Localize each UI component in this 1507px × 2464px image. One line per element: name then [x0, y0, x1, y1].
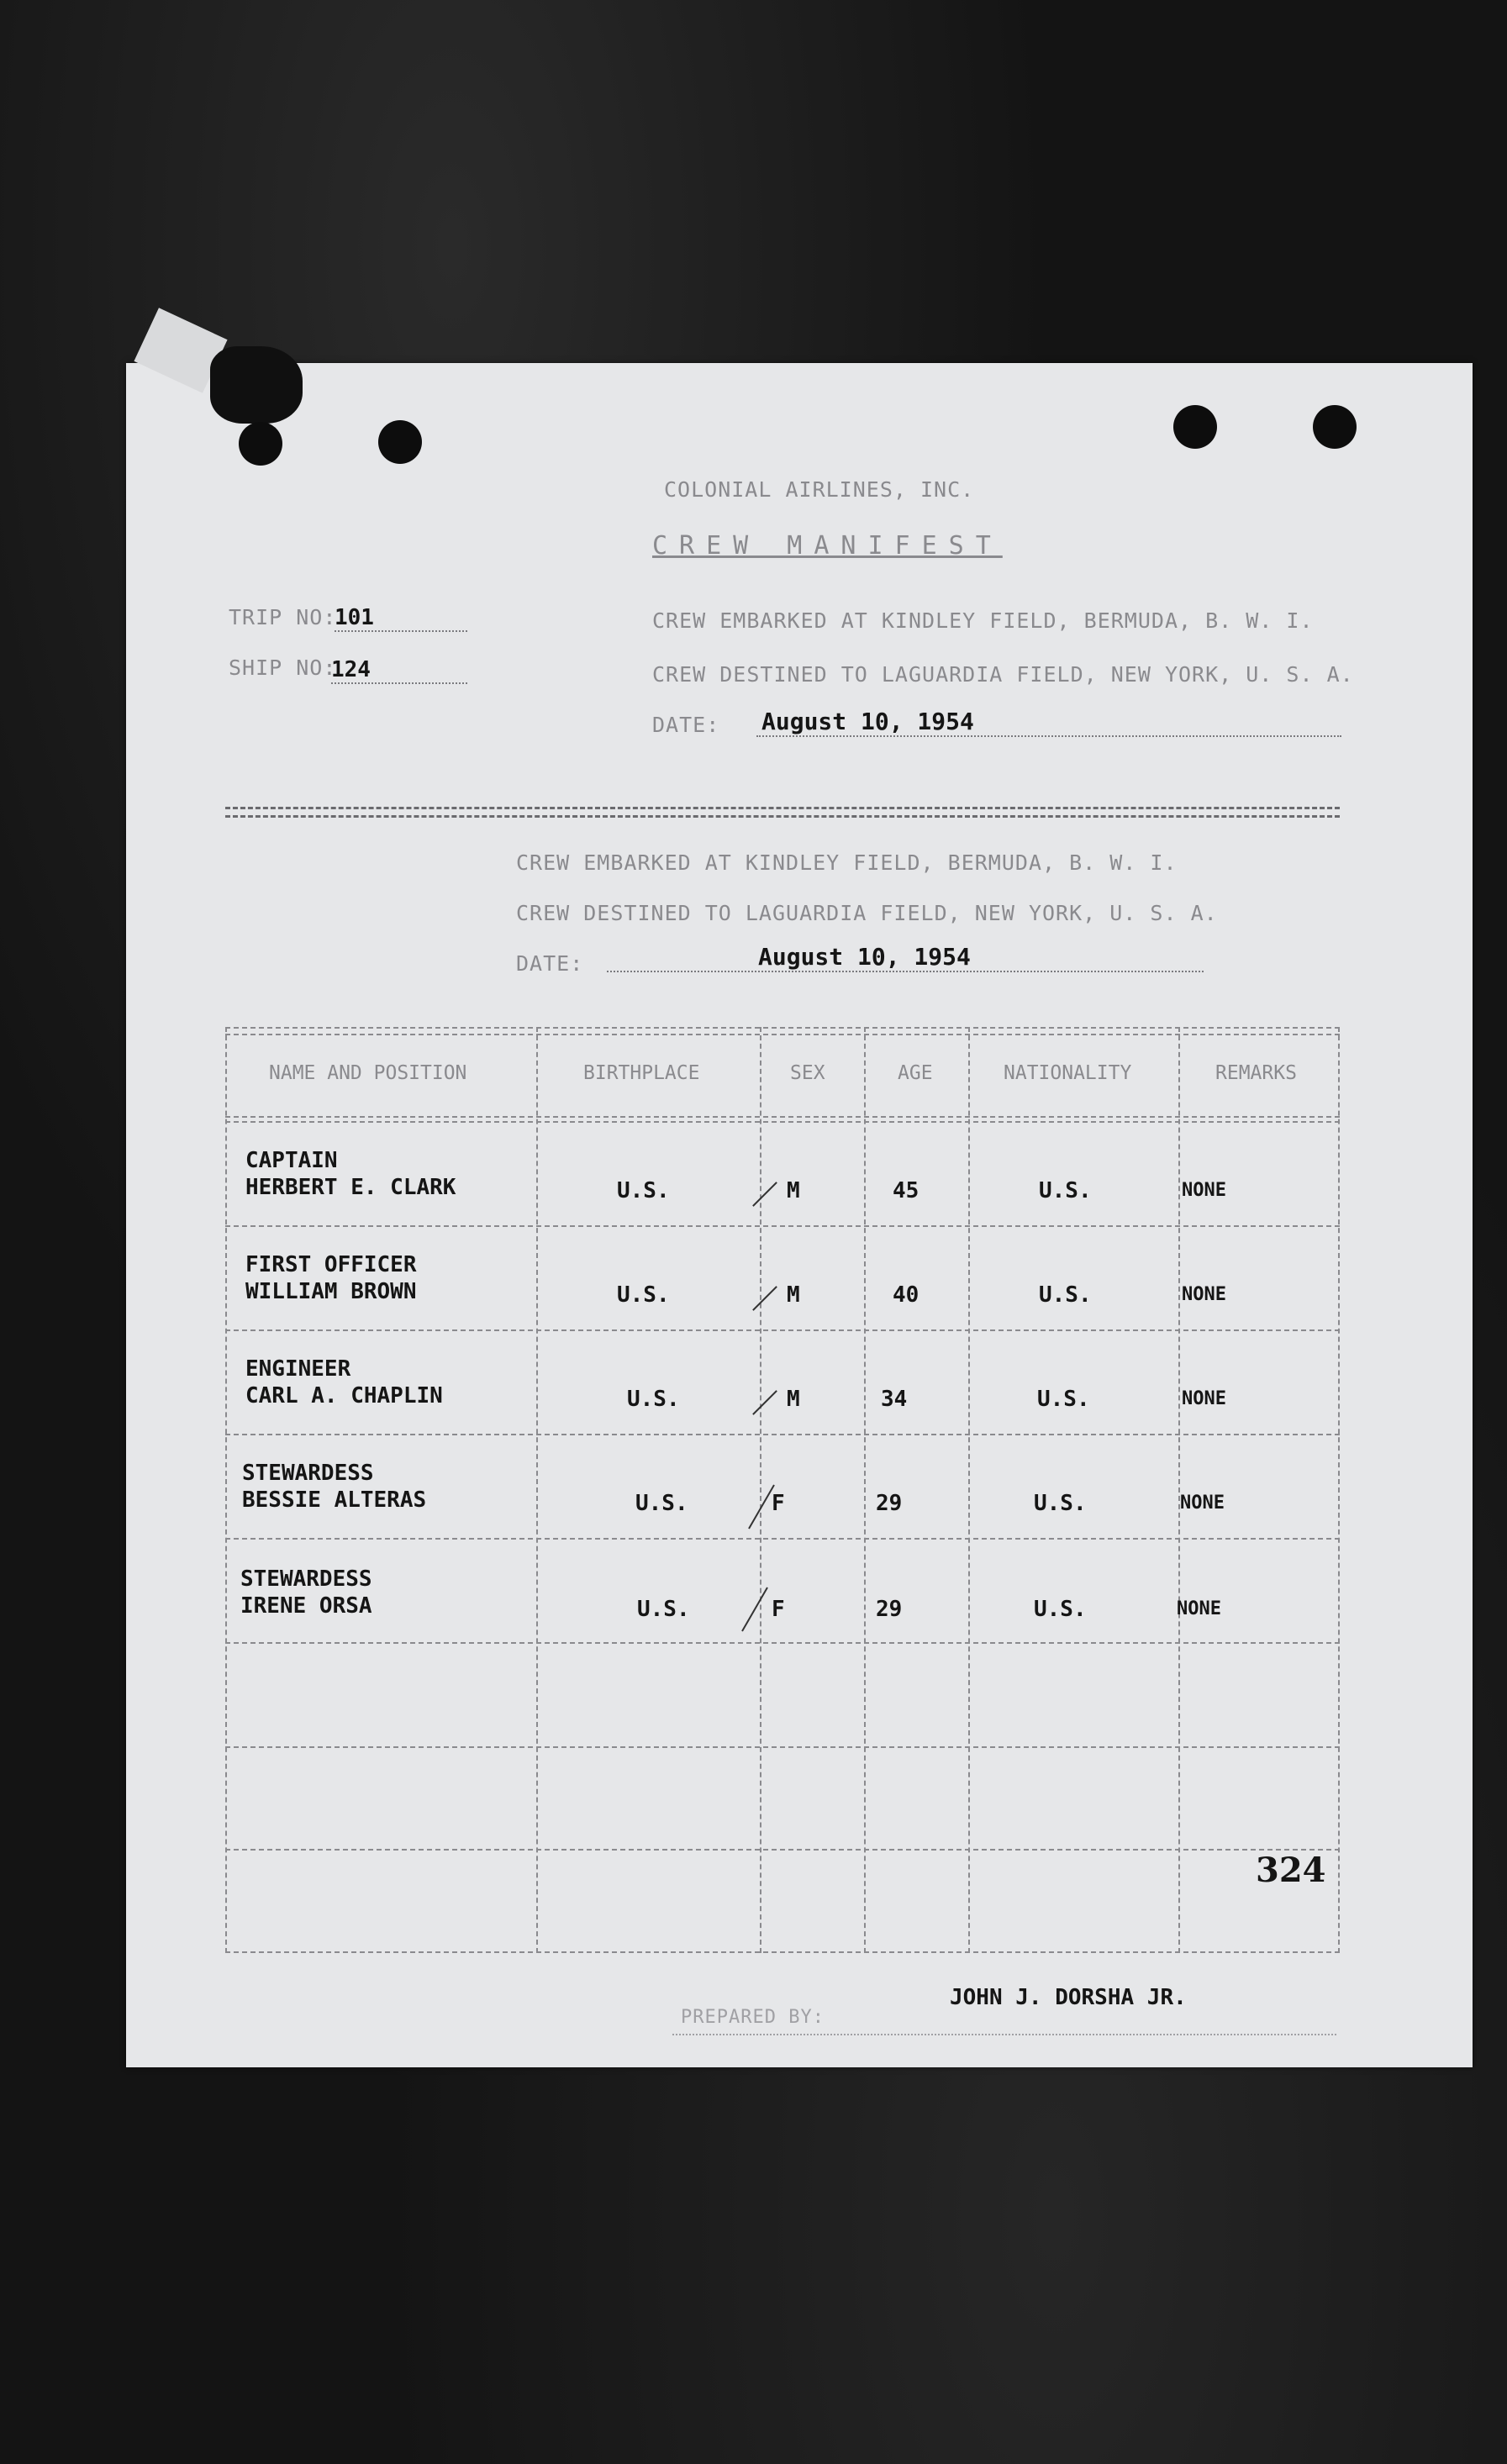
crew-name: IRENE ORSA: [240, 1593, 372, 1619]
torn-corner: [210, 346, 303, 424]
crew-table: [225, 1027, 1340, 1953]
crew-sex: M: [787, 1282, 800, 1308]
ship-label: SHIP NO:: [229, 655, 337, 680]
prepared-by-name: JOHN J. DORSHA JR.: [950, 1985, 1187, 2010]
crew-birthplace: U.S.: [637, 1597, 690, 1622]
crew-name: CARL A. CHAPLIN: [245, 1383, 443, 1408]
crew-nationality: U.S.: [1039, 1282, 1092, 1308]
crew-remarks: NONE: [1180, 1493, 1225, 1514]
tick-mark: [752, 1286, 777, 1311]
crew-age: 45: [893, 1178, 919, 1203]
punch-hole-icon: [378, 420, 422, 464]
date-value: August 10, 1954: [756, 708, 1341, 737]
trip-number: 101: [335, 605, 467, 632]
crew-remarks: NONE: [1177, 1598, 1221, 1619]
tick-mark: [741, 1587, 768, 1632]
prepared-by-label: PREPARED BY:: [681, 2007, 825, 2028]
crew-remarks: NONE: [1182, 1284, 1226, 1305]
crew-sex: F: [772, 1491, 785, 1516]
crew-name: WILLIAM BROWN: [245, 1279, 417, 1304]
crew-position: CAPTAIN: [245, 1148, 338, 1173]
crew-sex: F: [772, 1597, 785, 1622]
ship-number: 124: [331, 657, 467, 684]
col-header-name: NAME AND POSITION: [269, 1062, 467, 1084]
crew-position: ENGINEER: [245, 1356, 351, 1382]
destined-line: CREW DESTINED TO LAGUARDIA FIELD, NEW YORK, U. S. A.: [652, 662, 1354, 687]
crew-name: HERBERT E. CLARK: [245, 1175, 456, 1200]
crew-age: 34: [881, 1387, 908, 1412]
crew-age: 40: [893, 1282, 919, 1308]
crew-remarks: NONE: [1182, 1388, 1226, 1409]
sub-destined-line: CREW DESTINED TO LAGUARDIA FIELD, NEW YORK, U. S. A.: [516, 901, 1218, 925]
crew-remarks: NONE: [1182, 1180, 1226, 1201]
document-title: CREW MANIFEST: [652, 531, 1003, 561]
col-header-birthplace: BIRTHPLACE: [583, 1062, 700, 1084]
tick-mark: [752, 1390, 777, 1415]
crew-birthplace: U.S.: [627, 1387, 680, 1412]
sub-date-value: August 10, 1954: [607, 943, 1204, 972]
embarked-line: CREW EMBARKED AT KINDLEY FIELD, BERMUDA, B. W. I.: [652, 608, 1314, 633]
col-header-nationality: NATIONALITY: [1004, 1062, 1132, 1084]
divider-line: [225, 815, 1340, 818]
page-stamp: 324: [1256, 1851, 1326, 1890]
col-header-remarks: REMARKS: [1215, 1062, 1297, 1084]
punch-hole-icon: [1173, 405, 1217, 449]
crew-position: STEWARDESS: [240, 1566, 372, 1592]
crew-sex: M: [787, 1387, 800, 1412]
crew-nationality: U.S.: [1039, 1178, 1092, 1203]
crew-name: BESSIE ALTERAS: [242, 1487, 427, 1513]
sub-embarked-line: CREW EMBARKED AT KINDLEY FIELD, BERMUDA, B. W. I.: [516, 850, 1178, 875]
crew-age: 29: [876, 1597, 903, 1622]
crew-position: STEWARDESS: [242, 1461, 374, 1486]
punch-hole-icon: [1313, 405, 1357, 449]
sub-date-label: DATE:: [516, 951, 584, 976]
crew-age: 29: [876, 1491, 903, 1516]
divider-line: [225, 807, 1340, 809]
tick-mark: [752, 1182, 777, 1207]
col-header-age: AGE: [898, 1062, 933, 1084]
crew-nationality: U.S.: [1034, 1597, 1087, 1622]
crew-birthplace: U.S.: [635, 1491, 688, 1516]
trip-label: TRIP NO:: [229, 605, 337, 629]
crew-position: FIRST OFFICER: [245, 1252, 417, 1277]
crew-birthplace: U.S.: [617, 1282, 670, 1308]
col-header-sex: SEX: [790, 1062, 825, 1084]
crew-birthplace: U.S.: [617, 1178, 670, 1203]
crew-sex: M: [787, 1178, 800, 1203]
date-label: DATE:: [652, 713, 720, 737]
company-name: COLONIAL AIRLINES, INC.: [664, 477, 975, 502]
crew-nationality: U.S.: [1034, 1491, 1087, 1516]
signature-line: [672, 2034, 1336, 2035]
punch-hole-icon: [239, 422, 282, 466]
crew-nationality: U.S.: [1037, 1387, 1090, 1412]
